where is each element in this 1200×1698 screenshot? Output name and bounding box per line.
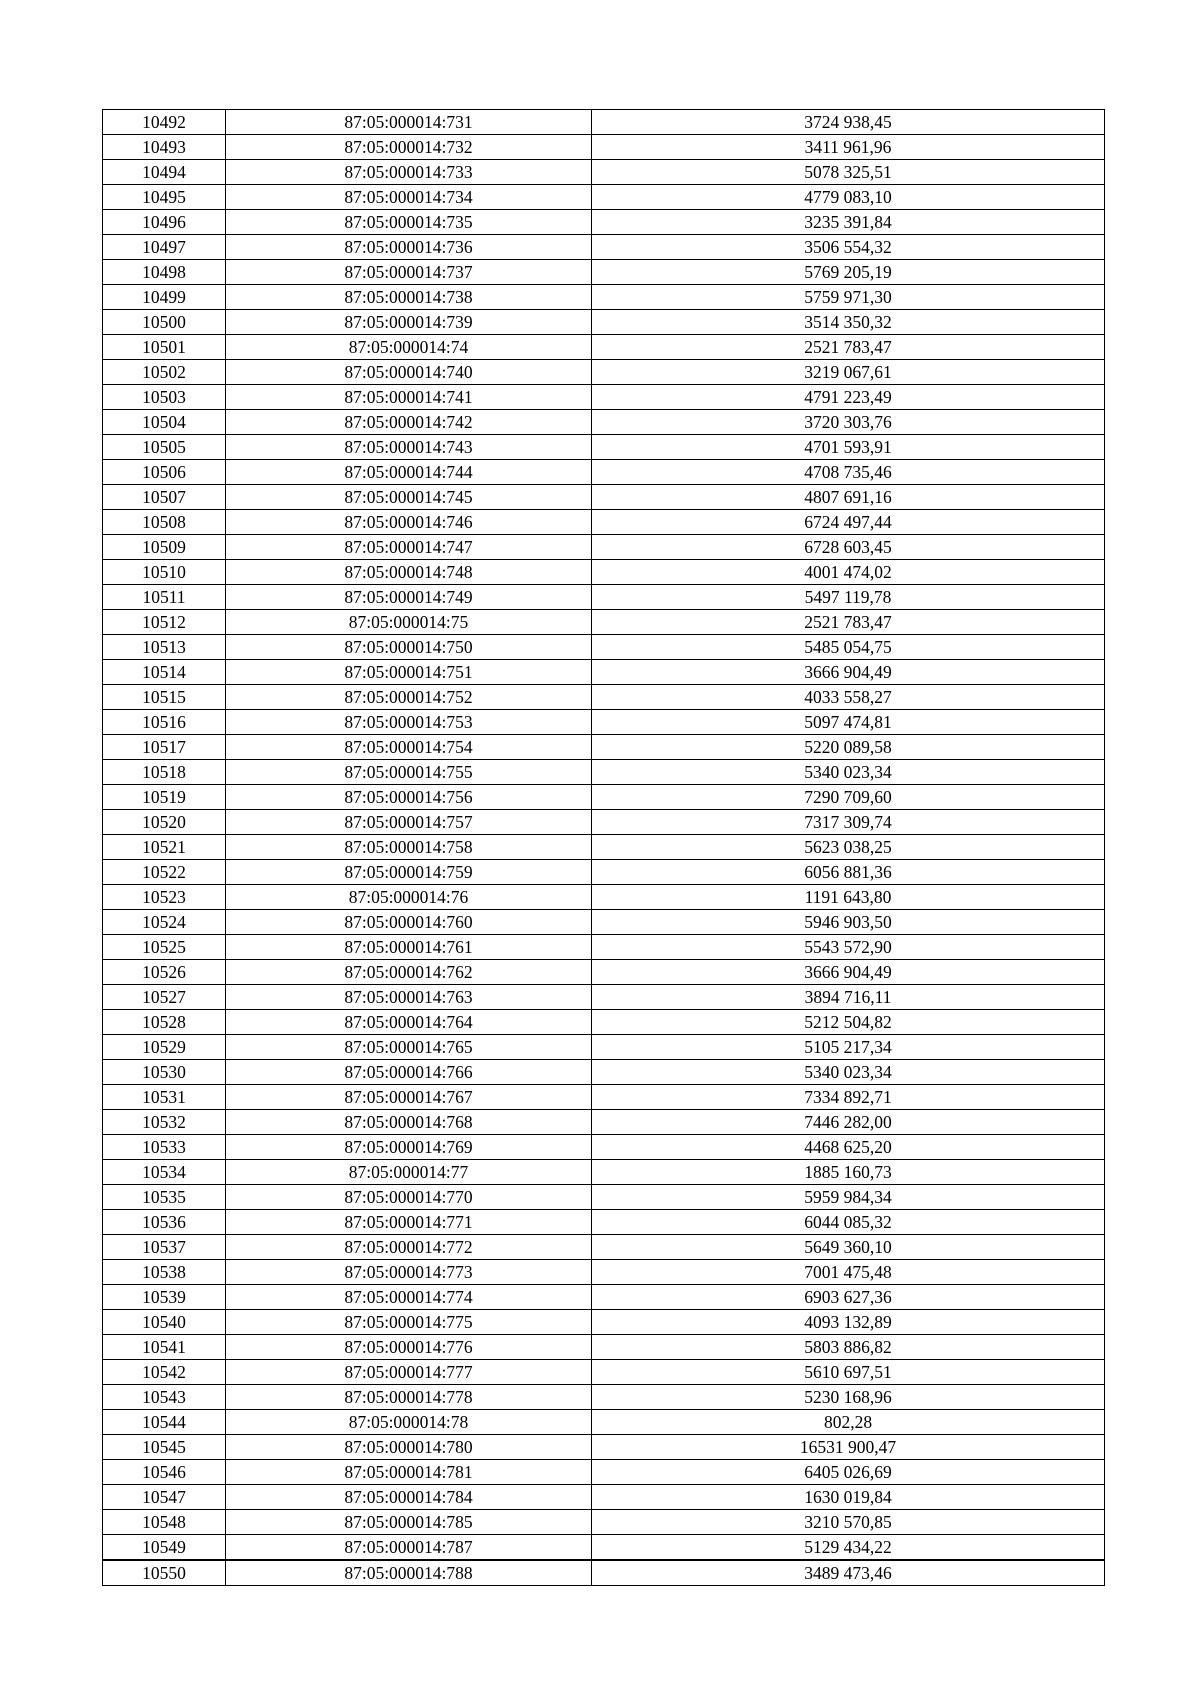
cadastral-value-cell: 7334 892,71 [592, 1085, 1105, 1110]
cadastral-value-cell: 3514 350,32 [592, 310, 1105, 335]
cadastral-number-cell: 87:05:000014:765 [226, 1035, 592, 1060]
cadastral-value-cell: 5105 217,34 [592, 1035, 1105, 1060]
cadastral-number-cell: 87:05:000014:732 [226, 135, 592, 160]
cadastral-number-cell: 87:05:000014:787 [226, 1535, 592, 1561]
cadastral-value-cell: 5340 023,34 [592, 1060, 1105, 1085]
cadastral-value-cell: 5959 984,34 [592, 1185, 1105, 1210]
cadastral-number-cell: 87:05:000014:771 [226, 1210, 592, 1235]
row-number-cell: 10549 [103, 1535, 226, 1561]
row-number-cell: 10522 [103, 860, 226, 885]
table-row [103, 1235, 1105, 1260]
cadastral-value-cell: 3219 067,61 [592, 360, 1105, 385]
table-row [103, 210, 1105, 235]
row-number-cell: 10506 [103, 460, 226, 485]
cadastral-number-cell: 87:05:000014:788 [226, 1560, 592, 1586]
row-number-cell: 10527 [103, 985, 226, 1010]
row-number-cell: 10538 [103, 1260, 226, 1285]
row-number-cell: 10500 [103, 310, 226, 335]
cadastral-number-cell: 87:05:000014:749 [226, 585, 592, 610]
table-row [103, 685, 1105, 710]
table-row [103, 1060, 1105, 1085]
table-row [103, 135, 1105, 160]
cadastral-number-cell: 87:05:000014:766 [226, 1060, 592, 1085]
cadastral-number-cell: 87:05:000014:758 [226, 835, 592, 860]
cadastral-value-cell: 6056 881,36 [592, 860, 1105, 885]
table-row [103, 510, 1105, 535]
row-number-cell: 10495 [103, 185, 226, 210]
cadastral-value-cell: 1191 643,80 [592, 885, 1105, 910]
row-number-cell: 10518 [103, 760, 226, 785]
cadastral-value-cell: 6903 627,36 [592, 1285, 1105, 1310]
cadastral-value-cell: 16531 900,47 [592, 1435, 1105, 1460]
cadastral-number-cell: 87:05:000014:78 [226, 1410, 592, 1435]
table-row [103, 185, 1105, 210]
table-row [103, 1185, 1105, 1210]
row-number-cell: 10541 [103, 1335, 226, 1360]
cadastral-number-cell: 87:05:000014:776 [226, 1335, 592, 1360]
row-number-cell: 10496 [103, 210, 226, 235]
cadastral-value-cell: 6724 497,44 [592, 510, 1105, 535]
row-number-cell: 10524 [103, 910, 226, 935]
table-row [103, 310, 1105, 335]
cadastral-number-cell: 87:05:000014:763 [226, 985, 592, 1010]
cadastral-number-cell: 87:05:000014:743 [226, 435, 592, 460]
table-row [103, 1285, 1105, 1310]
cadastral-number-cell: 87:05:000014:745 [226, 485, 592, 510]
row-number-cell: 10529 [103, 1035, 226, 1060]
cadastral-number-cell: 87:05:000014:740 [226, 360, 592, 385]
cadastral-value-cell: 1630 019,84 [592, 1485, 1105, 1510]
row-number-cell: 10535 [103, 1185, 226, 1210]
table-row [103, 110, 1105, 135]
cadastral-value-cell: 4708 735,46 [592, 460, 1105, 485]
table-row [103, 1335, 1105, 1360]
cadastral-value-cell: 4001 474,02 [592, 560, 1105, 585]
table-row [103, 1260, 1105, 1285]
cadastral-number-cell: 87:05:000014:784 [226, 1485, 592, 1510]
cadastral-value-cell: 4468 625,20 [592, 1135, 1105, 1160]
table-row [103, 960, 1105, 985]
cadastral-number-cell: 87:05:000014:770 [226, 1185, 592, 1210]
cadastral-value-cell: 5097 474,81 [592, 710, 1105, 735]
table-row [103, 1210, 1105, 1235]
row-number-cell: 10499 [103, 285, 226, 310]
cadastral-number-cell: 87:05:000014:777 [226, 1360, 592, 1385]
cadastral-value-cell: 5623 038,25 [592, 835, 1105, 860]
cadastral-number-cell: 87:05:000014:747 [226, 535, 592, 560]
table-row [103, 1035, 1105, 1060]
row-number-cell: 10534 [103, 1160, 226, 1185]
table-row [103, 1435, 1105, 1460]
table-row [103, 985, 1105, 1010]
row-number-cell: 10548 [103, 1510, 226, 1535]
row-number-cell: 10510 [103, 560, 226, 585]
table-row [103, 810, 1105, 835]
row-number-cell: 10520 [103, 810, 226, 835]
cadastral-value-cell: 4779 083,10 [592, 185, 1105, 210]
cadastral-value-cell: 3506 554,32 [592, 235, 1105, 260]
cadastral-value-cell: 6044 085,32 [592, 1210, 1105, 1235]
table-row [103, 560, 1105, 585]
cadastral-value-cell: 6728 603,45 [592, 535, 1105, 560]
cadastral-number-cell: 87:05:000014:781 [226, 1460, 592, 1485]
row-number-cell: 10504 [103, 410, 226, 435]
cadastral-number-cell: 87:05:000014:772 [226, 1235, 592, 1260]
cadastral-value-cell: 5649 360,10 [592, 1235, 1105, 1260]
cadastral-value-cell: 4791 223,49 [592, 385, 1105, 410]
cadastral-number-cell: 87:05:000014:762 [226, 960, 592, 985]
cadastral-number-cell: 87:05:000014:780 [226, 1435, 592, 1460]
cadastral-value-cell: 5220 089,58 [592, 735, 1105, 760]
cadastral-value-cell: 5078 325,51 [592, 160, 1105, 185]
cadastral-number-cell: 87:05:000014:742 [226, 410, 592, 435]
cadastral-value-cell: 7290 709,60 [592, 785, 1105, 810]
table-row [103, 385, 1105, 410]
cadastral-number-cell: 87:05:000014:739 [226, 310, 592, 335]
row-number-cell: 10528 [103, 1010, 226, 1035]
cadastral-number-cell: 87:05:000014:75 [226, 610, 592, 635]
table-row [103, 360, 1105, 385]
row-number-cell: 10503 [103, 385, 226, 410]
row-number-cell: 10516 [103, 710, 226, 735]
table-row [103, 1460, 1105, 1485]
table-row [103, 785, 1105, 810]
table-row [103, 835, 1105, 860]
table-row [103, 535, 1105, 560]
cadastral-number-cell: 87:05:000014:737 [226, 260, 592, 285]
table-row [103, 1510, 1105, 1535]
cadastral-value-cell: 7001 475,48 [592, 1260, 1105, 1285]
row-number-cell: 10533 [103, 1135, 226, 1160]
cadastral-number-cell: 87:05:000014:744 [226, 460, 592, 485]
table-row [103, 1485, 1105, 1510]
cadastral-number-cell: 87:05:000014:734 [226, 185, 592, 210]
table-row [103, 760, 1105, 785]
cadastral-number-cell: 87:05:000014:746 [226, 510, 592, 535]
cadastral-value-cell: 802,28 [592, 1410, 1105, 1435]
table-row [103, 585, 1105, 610]
cadastral-number-cell: 87:05:000014:77 [226, 1160, 592, 1185]
cadastral-number-cell: 87:05:000014:778 [226, 1385, 592, 1410]
cadastral-number-cell: 87:05:000014:761 [226, 935, 592, 960]
cadastral-value-cell: 5129 434,22 [592, 1535, 1105, 1561]
cadastral-value-cell: 5212 504,82 [592, 1010, 1105, 1035]
cadastral-value-cell: 4033 558,27 [592, 685, 1105, 710]
cadastral-value-cell: 7317 309,74 [592, 810, 1105, 835]
cadastral-value-cell: 4807 691,16 [592, 485, 1105, 510]
cadastral-value-cell: 3724 938,45 [592, 110, 1105, 135]
row-number-cell: 10507 [103, 485, 226, 510]
cadastral-number-cell: 87:05:000014:735 [226, 210, 592, 235]
cadastral-value-cell: 3720 303,76 [592, 410, 1105, 435]
table-row [103, 710, 1105, 735]
table-row [103, 935, 1105, 960]
row-number-cell: 10515 [103, 685, 226, 710]
cadastral-number-cell: 87:05:000014:768 [226, 1110, 592, 1135]
cadastral-number-cell: 87:05:000014:738 [226, 285, 592, 310]
row-number-cell: 10498 [103, 260, 226, 285]
row-number-cell: 10519 [103, 785, 226, 810]
table-row [103, 635, 1105, 660]
cadastral-value-cell: 3489 473,46 [592, 1560, 1105, 1586]
table-row [103, 610, 1105, 635]
row-number-cell: 10501 [103, 335, 226, 360]
row-number-cell: 10545 [103, 1435, 226, 1460]
cadastral-number-cell: 87:05:000014:731 [226, 110, 592, 135]
cadastral-value-cell: 5230 168,96 [592, 1385, 1105, 1410]
cadastral-number-cell: 87:05:000014:751 [226, 660, 592, 685]
row-number-cell: 10530 [103, 1060, 226, 1085]
cadastral-value-cell: 5769 205,19 [592, 260, 1105, 285]
row-number-cell: 10511 [103, 585, 226, 610]
row-number-cell: 10525 [103, 935, 226, 960]
cadastral-value-cell: 3411 961,96 [592, 135, 1105, 160]
table-row [103, 885, 1105, 910]
table-row [103, 1135, 1105, 1160]
row-number-cell: 10514 [103, 660, 226, 685]
row-number-cell: 10513 [103, 635, 226, 660]
cadastral-number-cell: 87:05:000014:785 [226, 1510, 592, 1535]
row-number-cell: 10546 [103, 1460, 226, 1485]
cadastral-value-cell: 5485 054,75 [592, 635, 1105, 660]
table-row [103, 1110, 1105, 1135]
row-number-cell: 10523 [103, 885, 226, 910]
row-number-cell: 10544 [103, 1410, 226, 1435]
cadastral-number-cell: 87:05:000014:76 [226, 885, 592, 910]
row-number-cell: 10542 [103, 1360, 226, 1385]
table-row [103, 1360, 1105, 1385]
row-number-cell: 10509 [103, 535, 226, 560]
table-body [103, 110, 1105, 1586]
row-number-cell: 10539 [103, 1285, 226, 1310]
cadastral-number-cell: 87:05:000014:741 [226, 385, 592, 410]
table-row [103, 735, 1105, 760]
table-row [103, 235, 1105, 260]
cadastral-value-cell: 5946 903,50 [592, 910, 1105, 935]
row-number-cell: 10526 [103, 960, 226, 985]
row-number-cell: 10543 [103, 1385, 226, 1410]
table-row [103, 460, 1105, 485]
table-row [103, 260, 1105, 285]
cadastral-value-table [102, 109, 1105, 1586]
cadastral-value-cell: 3666 904,49 [592, 960, 1105, 985]
cadastral-value-cell: 4701 593,91 [592, 435, 1105, 460]
cadastral-value-cell: 5543 572,90 [592, 935, 1105, 960]
cadastral-value-cell: 6405 026,69 [592, 1460, 1105, 1485]
cadastral-number-cell: 87:05:000014:760 [226, 910, 592, 935]
table-row [103, 1085, 1105, 1110]
row-number-cell: 10537 [103, 1235, 226, 1260]
cadastral-number-cell: 87:05:000014:775 [226, 1310, 592, 1335]
table-row [103, 1560, 1105, 1586]
cadastral-number-cell: 87:05:000014:769 [226, 1135, 592, 1160]
row-number-cell: 10492 [103, 110, 226, 135]
table-row [103, 1160, 1105, 1185]
row-number-cell: 10508 [103, 510, 226, 535]
row-number-cell: 10532 [103, 1110, 226, 1135]
row-number-cell: 10493 [103, 135, 226, 160]
table-row [103, 485, 1105, 510]
cadastral-number-cell: 87:05:000014:752 [226, 685, 592, 710]
table-row [103, 1310, 1105, 1335]
row-number-cell: 10505 [103, 435, 226, 460]
cadastral-value-cell: 5497 119,78 [592, 585, 1105, 610]
cadastral-number-cell: 87:05:000014:757 [226, 810, 592, 835]
cadastral-number-cell: 87:05:000014:74 [226, 335, 592, 360]
table-row [103, 335, 1105, 360]
row-number-cell: 10550 [103, 1560, 226, 1586]
row-number-cell: 10536 [103, 1210, 226, 1235]
table-row [103, 435, 1105, 460]
row-number-cell: 10531 [103, 1085, 226, 1110]
row-number-cell: 10502 [103, 360, 226, 385]
row-number-cell: 10494 [103, 160, 226, 185]
cadastral-value-cell: 3210 570,85 [592, 1510, 1105, 1535]
row-number-cell: 10547 [103, 1485, 226, 1510]
table-row [103, 1410, 1105, 1435]
cadastral-value-cell: 5803 886,82 [592, 1335, 1105, 1360]
table-row [103, 1385, 1105, 1410]
table-row [103, 410, 1105, 435]
table-row [103, 1010, 1105, 1035]
cadastral-number-cell: 87:05:000014:764 [226, 1010, 592, 1035]
row-number-cell: 10497 [103, 235, 226, 260]
row-number-cell: 10521 [103, 835, 226, 860]
table-row [103, 160, 1105, 185]
cadastral-value-cell: 1885 160,73 [592, 1160, 1105, 1185]
table-row [103, 660, 1105, 685]
cadastral-number-cell: 87:05:000014:733 [226, 160, 592, 185]
cadastral-number-cell: 87:05:000014:736 [226, 235, 592, 260]
row-number-cell: 10540 [103, 1310, 226, 1335]
cadastral-value-cell: 5340 023,34 [592, 760, 1105, 785]
table-row [103, 1535, 1105, 1561]
cadastral-value-cell: 3235 391,84 [592, 210, 1105, 235]
cadastral-value-cell: 2521 783,47 [592, 335, 1105, 360]
cadastral-number-cell: 87:05:000014:755 [226, 760, 592, 785]
cadastral-number-cell: 87:05:000014:759 [226, 860, 592, 885]
cadastral-number-cell: 87:05:000014:750 [226, 635, 592, 660]
cadastral-number-cell: 87:05:000014:756 [226, 785, 592, 810]
cadastral-number-cell: 87:05:000014:774 [226, 1285, 592, 1310]
cadastral-value-cell: 5610 697,51 [592, 1360, 1105, 1385]
cadastral-number-cell: 87:05:000014:754 [226, 735, 592, 760]
table-row [103, 285, 1105, 310]
cadastral-value-cell: 2521 783,47 [592, 610, 1105, 635]
table-row [103, 860, 1105, 885]
cadastral-value-cell: 7446 282,00 [592, 1110, 1105, 1135]
row-number-cell: 10512 [103, 610, 226, 635]
cadastral-number-cell: 87:05:000014:773 [226, 1260, 592, 1285]
row-number-cell: 10517 [103, 735, 226, 760]
cadastral-value-cell: 5759 971,30 [592, 285, 1105, 310]
cadastral-number-cell: 87:05:000014:753 [226, 710, 592, 735]
cadastral-number-cell: 87:05:000014:748 [226, 560, 592, 585]
table-row [103, 910, 1105, 935]
cadastral-value-cell: 3666 904,49 [592, 660, 1105, 685]
cadastral-value-cell: 3894 716,11 [592, 985, 1105, 1010]
cadastral-number-cell: 87:05:000014:767 [226, 1085, 592, 1110]
cadastral-value-cell: 4093 132,89 [592, 1310, 1105, 1335]
